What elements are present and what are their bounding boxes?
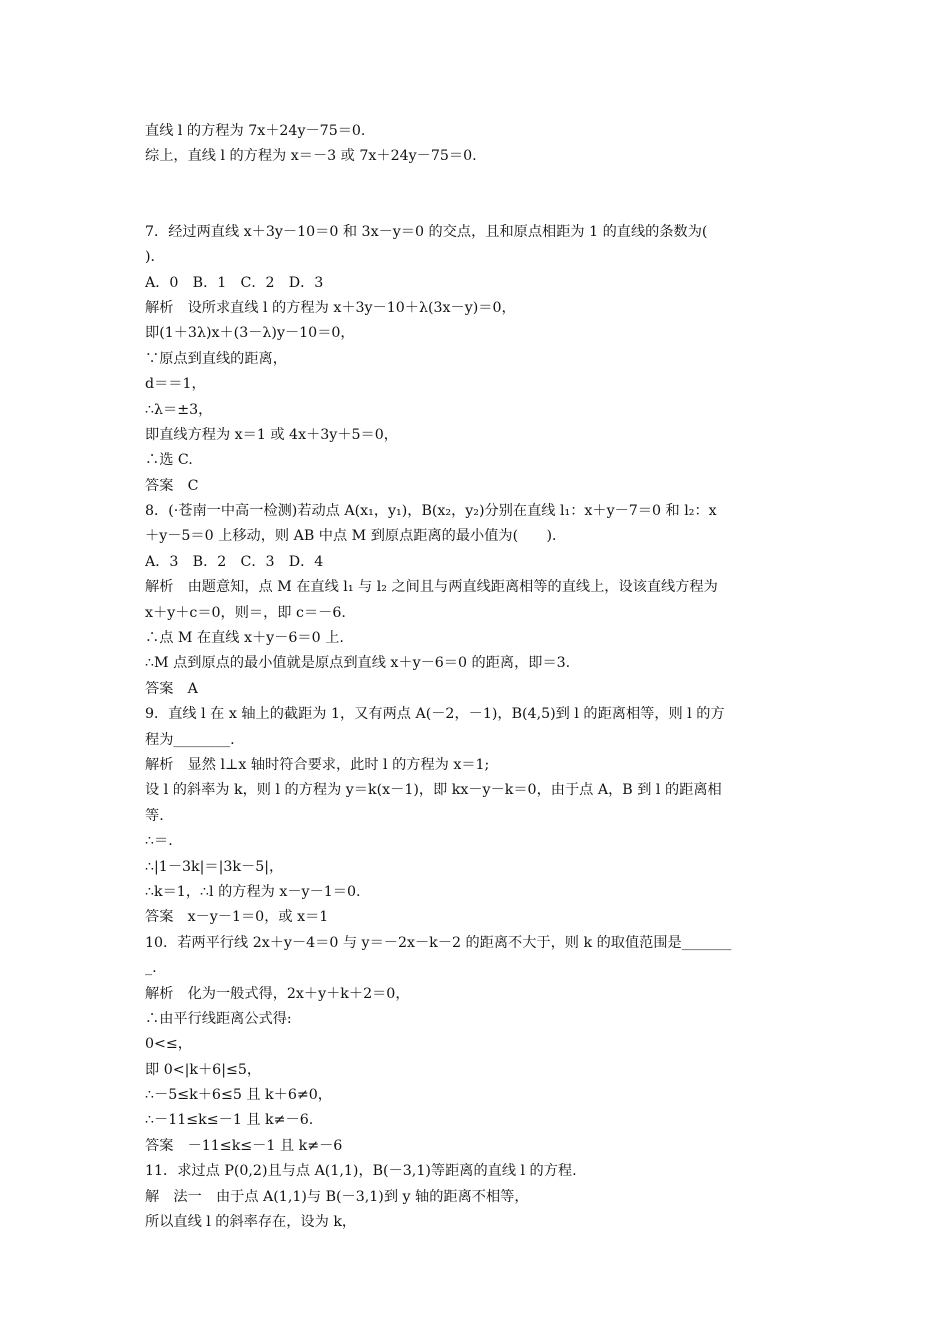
question-10-line: 10．若两平行线 2x＋y－4＝0 与 y＝－2x－k－2 的距离不大于，则 k 的取值范围是_______	[145, 934, 732, 951]
text-line: x＋y＋c＝0，则＝，即 c＝－6.	[145, 604, 346, 621]
text-line: 解析 化为一般式得，2x＋y＋k＋2＝0，	[145, 985, 410, 1002]
question-9-line: 9．直线 l 在 x 轴上的截距为 1，又有两点 A(－2，－1)，B(4,5)到 l 的距离相等，则 l 的方	[145, 706, 725, 723]
answer-line: 答案 x－y－1＝0，或 x＝1	[145, 909, 329, 926]
text-line: ∴|1－3k|＝|3k－5|，	[145, 858, 284, 875]
text-line: 直线 l 的方程为 7x＋24y－75＝0.	[145, 123, 366, 139]
text-line: 0<≤，	[145, 1036, 192, 1053]
text-line: 程为________.	[145, 731, 235, 748]
text-line: 等.	[145, 807, 164, 824]
text-line: ∴选 C.	[145, 452, 193, 469]
text-line: ∴－5≤k＋6≤5 且 k＋6≠0，	[145, 1087, 332, 1104]
question-7-line: 7．经过两直线 x＋3y－10＝0 和 3x－y＝0 的交点，且和原点相距为 1 的直线的条数为(	[145, 223, 708, 240]
text-line: 综上，直线 l 的方程为 x＝－3 或 7x＋24y－75＝0.	[145, 148, 477, 165]
text-line: ∴由平行线距离公式得:	[145, 1010, 292, 1027]
text-line: 即 0<|k＋6|≤5，	[145, 1061, 262, 1078]
text-line: ＋y－5＝0 上移动，则 AB 中点 M 到原点距离的最小值为( )．	[145, 528, 567, 545]
text-line: ∴＝.	[145, 833, 173, 850]
text-line: 设 l 的斜率为 k，则 l 的方程为 y＝k(x－1)，即 kx－y－k＝0，由于点 A，B 到 l 的距离相	[145, 782, 722, 799]
text-line: ∵原点到直线的距离，	[145, 350, 287, 367]
text-line: ∴点 M 在直线 x＋y－6＝0 上.	[145, 630, 344, 647]
text-line: 所以直线 l 的斜率存在，设为 k，	[145, 1214, 357, 1231]
answer-line: 答案 －11≤k≤－1 且 k≠－6	[145, 1137, 343, 1154]
text-line: )．	[145, 249, 165, 266]
text-line: 解析 由题意知，点 M 在直线 l₁ 与 l₂ 之间且与两直线距离相等的直线上，设该直线方程为	[145, 579, 718, 596]
text-line: 解析 显然 l⊥x 轴时符合要求，此时 l 的方程为 x＝1;	[145, 756, 490, 773]
text-line: ∴M 点到原点的最小值就是原点到直线 x＋y－6＝0 的距离，即＝3.	[145, 655, 571, 672]
text-line: ∴k＝1，∴l 的方程为 x－y－1＝0.	[145, 883, 361, 900]
question-11-line: 11．求过点 P(0,2)且与点 A(1,1)，B(－3,1)等距离的直线 l 的方程.	[145, 1163, 577, 1180]
answer-line: 答案 A	[145, 680, 198, 697]
text-line: 即(1＋3λ)x＋(3－λ)y－10＝0，	[145, 325, 355, 342]
text-line: ∴λ＝±3，	[145, 401, 213, 418]
answer-choices: A．3 B．2 C．3 D．4	[145, 553, 324, 570]
question-8-line: 8．(·苍南一中高一检测)若动点 A(x₁，y₁)，B(x₂，y₂)分别在直线 l₁：x＋y－7＝0 和 l₂：x	[145, 503, 717, 520]
text-line: 即直线方程为 x＝1 或 4x＋3y＋5＝0，	[145, 426, 398, 443]
answer-choices: A．0 B．1 C．2 D．3	[145, 274, 324, 291]
text-line: _.	[145, 960, 157, 977]
paragraph-gap	[145, 170, 810, 220]
text-line: ∴－11≤k≤－1 且 k≠－6.	[145, 1112, 314, 1129]
answer-line: 答案 C	[145, 477, 199, 494]
text-line: 解 法一 由于点 A(1,1)与 B(－3,1)到 y 轴的距离不相等，	[145, 1188, 529, 1205]
text-line: d＝＝1，	[145, 376, 206, 393]
document-body	[145, 119, 810, 1235]
text-line: 解析 设所求直线 l 的方程为 x＋3y－10＋λ(3x－y)＝0，	[145, 299, 516, 316]
